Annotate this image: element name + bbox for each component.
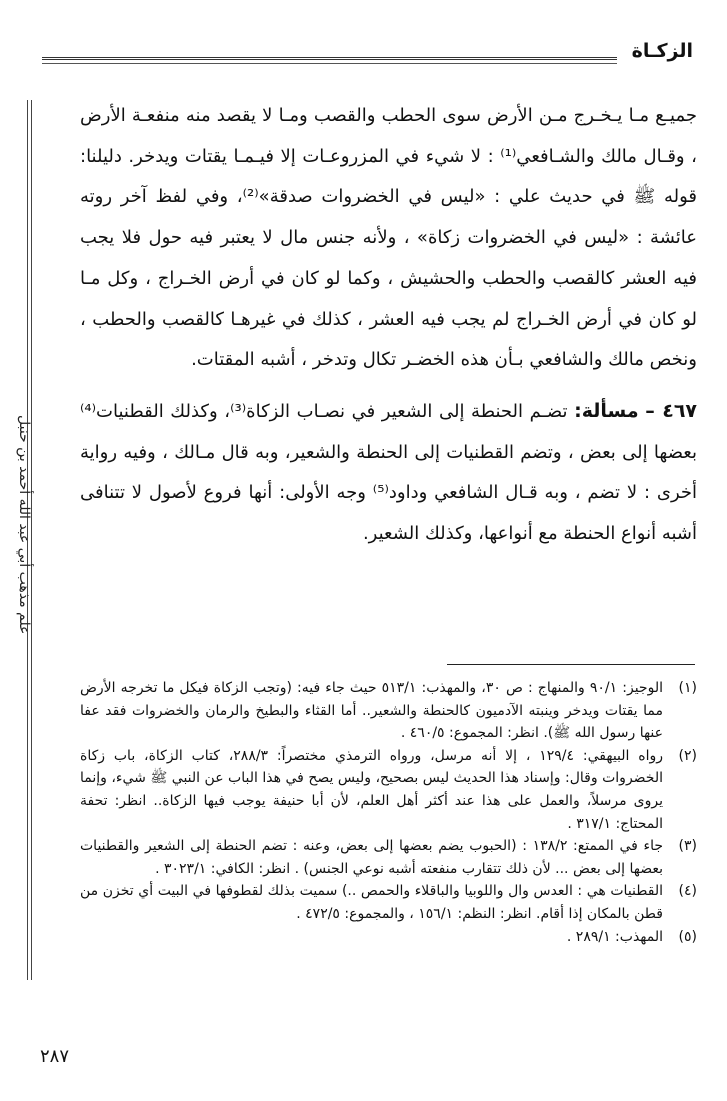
footnote-number: (٥) — [678, 928, 697, 945]
issue-text: تضـم الحنطة إلى الشعير في نصـاب الزكاة⁽³⁾، وكذلك القطنيات⁽⁴⁾ بعضها إلى بعض ، وتضم القطنيات إلى الحنطة والشعير، وبه قال مـالك ، وفيه رواية أخرى : لا تضم ، وبه قـال الشافعي وداود⁽⁵⁾ وجه الأولى: أنها فروع لأصول لا تتنافى أشبه أنواع الحنطة مع أنواعها، وكذلك الشعير. — [80, 400, 698, 545]
footnote-text: الوجيز: ٩٠/١ والمنهاج : ص ٣٠، والمهذب: ٥١٣/١ حيث جاء فيه: (وتجب الزكاة فيكل ما تخرجه الأرض مما يقتات ويدخر وينبته الآدميون كالحنطة والشعير.. أما القثاء والبطيخ والرمان والخضروات فقد عفا عنها رسول الله ﷺ). انظر: المجموع: ٤٦٠/٥ . — [80, 680, 663, 742]
footnote-number: (٢) — [678, 747, 697, 764]
issue-number: ٤٦٧ – — [645, 399, 698, 422]
footnote-number: (٣) — [678, 838, 697, 855]
footnote-number: (١) — [678, 680, 697, 696]
footnote-text: المهذب: ٢٨٩/١ . — [566, 928, 663, 945]
footnote-rule — [447, 664, 695, 665]
paragraph-1: جميـع مـا يـخـرج مـن الأرض سوى الحطب والقصب ومـا لا يقصد منه منفعـة الأرض ، وقـال مالك والشـافعي⁽¹⁾ : لا شيء في المزروعـات إلا فيـمـا يقتات ويدخر. دليلنا: قوله ﷺ في حديث علي : «ليس في الخضروات صدقة»⁽²⁾، وفي لفظ آخر روته عائشة : «ليس في الخضروات زكاة» ، ولأنه جنس مال لا يعتبر فيه حول فلا يجب فيه العشر كالقصب والحطب والحشيش ، وكما لو كان في أرض الخـراج ، وكل مـا لو كان في أرض الخـراج لم يجب فيه العشر ، كذلك في غيرهـا كالقصب والحطب ، ونخص مالك والشافعي بـأن هذه الخضـر تكال وتدخر ، أشبه المقتات. — [80, 105, 697, 371]
footnote — [80, 745, 697, 835]
footnote — [80, 835, 697, 880]
footnote-text: القطنيات هي : العدس وال واللوبيا والباقلاء والحمص ..) سميت بذلك لقطوفها في البيت أي تخزن من قطن بالمكان إذا أقام. انظر: النظم: ١٥٦/١ ، والمجموع: ٤٧٢/٥ . — [80, 883, 663, 922]
paragraph-issue-467 — [80, 391, 697, 555]
issue-heading: مسألة: — [574, 399, 639, 422]
footnote — [80, 926, 697, 949]
page-number: ٢٨٧ — [40, 1046, 70, 1067]
footnote-text: جاء في الممتع: ١٣٨/٢ : (الحبوب يضم بعضها إلى بعض، وعنه : تضم الحنطة إلى الشعير والقطنيات بعضها إلى بعض ... لأن ذلك تتقارب منفعته أشبه نوعي الجنس) . انظر: الكافي: ٣٠٢٣/١ . — [80, 838, 663, 877]
footnote — [80, 677, 697, 745]
footnote — [80, 880, 697, 925]
side-running-title-text: علم مذهب أبي عبد الله أحمد بن حنبل — [16, 415, 32, 635]
header-rule — [42, 57, 617, 60]
side-running-title — [4, 415, 44, 1075]
page-header-title: الزكـاة — [631, 40, 693, 62]
header-rule-thin — [42, 63, 617, 64]
footnotes — [80, 677, 697, 948]
footnote-number: (٤) — [678, 883, 697, 900]
footnote-text: رواه البيهقي: ١٢٩/٤ ، إلا أنه مرسل، ورواه الترمذي مختصراً: ٢٨٨/٣، كتاب الزكاة، باب زكاة الخضروات وقال: وإسناد هذا الحديث ليس بصحيح، وليس يصح في هذا الباب عن النبي ﷺ شيء، وإنما يروى مرسلاً، والعمل على هذا عند أكثر أهل العلم، لأن أبا حنيفة يوجب فيها الزكاة.. انظر: تحفة المحتاج: ٣١٧/١ . — [80, 747, 664, 832]
main-text — [80, 96, 697, 555]
